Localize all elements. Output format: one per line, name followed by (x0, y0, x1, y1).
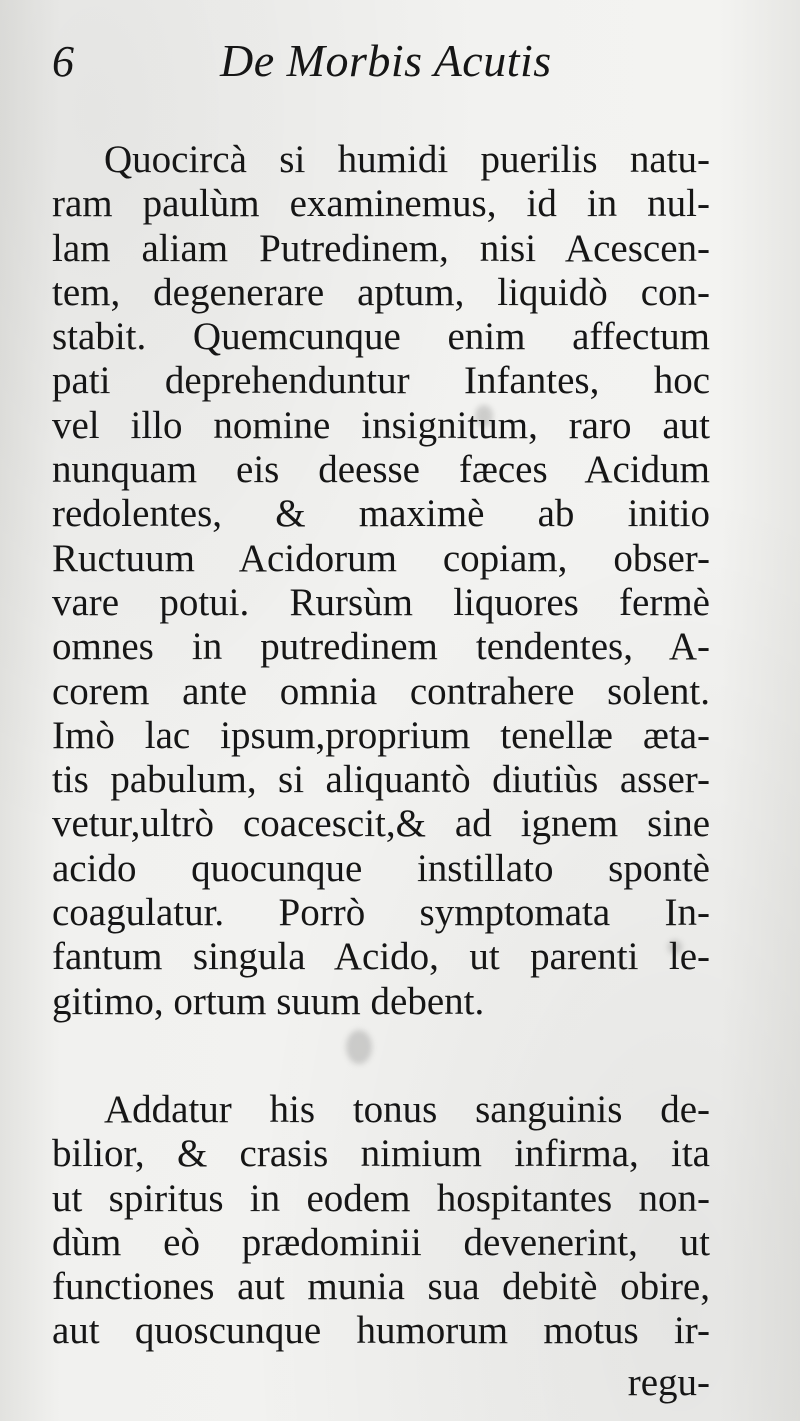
text-line: redolentes, & maximè ab initio (52, 492, 710, 536)
text-line: ram paulùm examinemus, id in nul- (52, 182, 710, 226)
text-line: Imò lac ipsum,proprium tenellæ æta- (52, 713, 710, 757)
text-line: bilior, & crasis nimium infirma, ita (52, 1132, 710, 1176)
text-line: Ructuum Acidorum copiam, obser- (52, 536, 710, 580)
text-line: Addatur his tonus sanguinis de- (104, 1088, 710, 1131)
text-line: acido quocunque instillato spontè (52, 846, 710, 890)
text-line: ut spiritus in eodem hospitantes non- (52, 1176, 710, 1220)
text-line: Quocircà si humidi puerilis natu- (104, 138, 710, 181)
catchword: regu- (627, 1361, 710, 1404)
paragraph-2 (52, 1088, 710, 1354)
running-title: De Morbis Acutis (220, 35, 552, 86)
text-line: gitimo, ortum suum debent. (52, 979, 485, 1023)
text-line: stabit. Quemcunque enim affectum (52, 315, 710, 359)
text-line: fantum singula Acido, ut parenti le- (52, 935, 710, 979)
text-line: dùm eò prædominii devenerint, ut (52, 1220, 710, 1264)
paragraph-1 (52, 138, 710, 1024)
text-line: lam aliam Putredinem, nisi Acescen- (52, 226, 710, 270)
text-line: omnes in putredinem tendentes, A- (52, 625, 710, 669)
text-line: tis pabulum, si aliquantò diutiùs asser- (52, 758, 710, 802)
text-line: vetur,ultrò coacescit,& ad ignem sine (52, 802, 710, 846)
text-line: pati deprehenduntur Infantes, hoc (52, 359, 710, 403)
text-line: vare potui. Rursùm liquores fermè (52, 580, 710, 624)
text-line: nunquam eis deesse fæces Acidum (52, 448, 710, 492)
text-line: coagulatur. Porrò symptomata In- (52, 891, 710, 935)
page-header (52, 30, 752, 90)
text-line: vel illo nomine insignitum, raro aut (52, 403, 710, 447)
ink-blot (346, 1030, 372, 1064)
page-number: 6 (52, 37, 74, 86)
text-line: tem, degenerare aptum, liquidò con- (52, 270, 710, 314)
text-line: functiones aut munia sua debitè obire, (52, 1265, 710, 1309)
text-line: corem ante omnia contrahere solent. (52, 669, 710, 713)
text-line: aut quoscunque humorum motus ir- (52, 1309, 710, 1353)
